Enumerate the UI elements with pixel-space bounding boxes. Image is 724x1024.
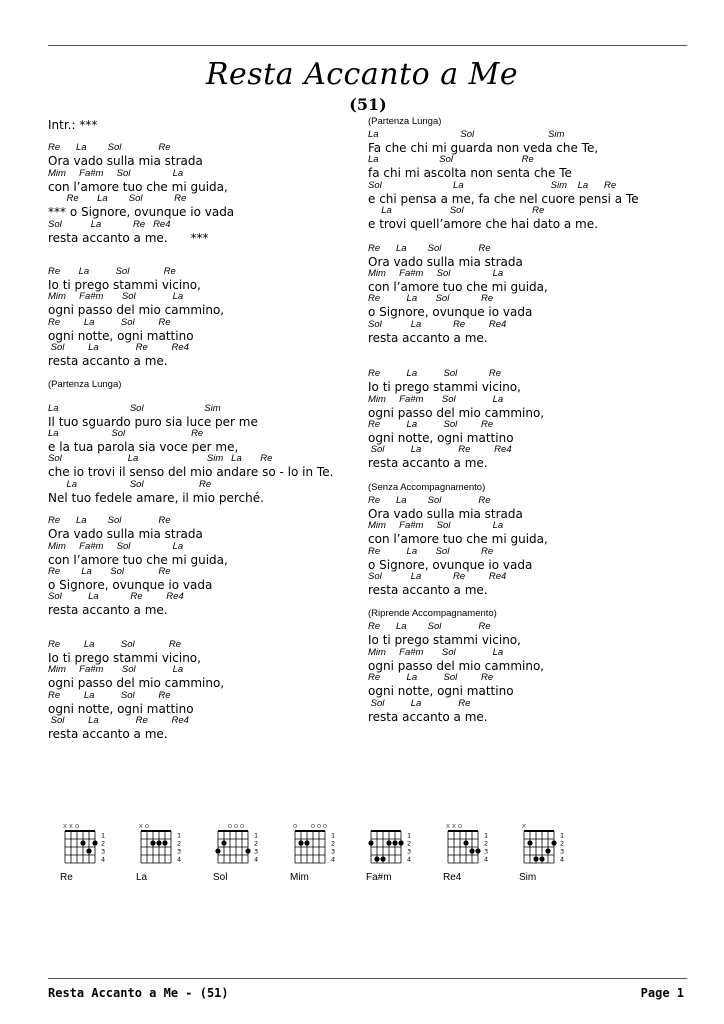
lyric-line: resta accanto a me. [48,727,168,741]
chord-line: La Sol Re [48,478,212,490]
open-string-mark: o [144,822,150,830]
fret-number: 4 [560,855,565,864]
open-string-mark: o [457,822,463,830]
chord-line: Mim Fa#m Sol La [48,540,184,552]
lyric-line: resta accanto a me. *** [48,230,209,245]
fret-number: 4 [331,855,336,864]
chord-line: Mim Fa#m Sol La [368,520,504,532]
chord-diagram-label: Re4 [443,872,462,883]
open-string-mark: o [227,822,233,830]
section-note: (Partenza Lunga) [368,116,442,127]
chord-diagram-re4 [443,820,493,883]
fret-number: 1 [560,831,565,840]
lyric-line: ogni notte, ogni mattino [48,328,194,343]
chord-diagram-label: Fa#m [366,872,392,883]
lyric-line: Io ti prego stammi vicino, [48,278,201,292]
chord-diagram-label: La [136,872,148,883]
open-string-mark: o [74,822,80,830]
lyric-line: resta accanto a me. [48,354,168,369]
chord-diagram-label: Re [60,872,73,883]
chord-line: Re La Sol Re [48,266,176,277]
lyric-line: o Signore, ovunque io vada [48,578,213,592]
lyric-line: Io ti prego stammi vicino, [48,650,201,665]
open-string-mark: o [322,822,328,830]
finger-dot [533,856,538,861]
fret-number: 4 [177,855,182,864]
fret-number: 4 [254,855,259,864]
fret-number: 1 [331,831,336,840]
chord-line: Re La Sol Re [48,566,171,577]
song-number: (51) [349,95,387,114]
chord-line: Re La Sol Re [368,621,491,633]
chord-line: Sol La Re Re4 [48,715,189,726]
fretboard-grid [60,820,110,872]
chord-line: Mim Fa#m Sol La [368,393,504,405]
finger-dot [245,848,250,853]
finger-dot [386,840,391,845]
fret-number: 3 [407,847,412,856]
fret-number: 3 [560,847,565,856]
finger-dot [368,840,373,845]
fret-number: 3 [484,847,489,856]
finger-dot [298,840,303,845]
finger-dot [80,840,85,845]
finger-dot [304,840,309,845]
chord-line: Mim Fa#m Sol La [368,646,504,658]
finger-dot [392,840,397,845]
chord-line: Re La Sol Re [368,545,494,557]
lyric-line: che io trovi il senso del mio andare so - lo in Te. [48,465,334,480]
chord-line: Re La Sol Re [48,689,171,701]
finger-dot [374,856,379,861]
chord-line: Mim Fa#m Sol La [48,291,184,303]
chord-line: Re La Sol Re [368,293,494,305]
chord-line: Sol La Re [368,697,471,709]
chord-line: La Sol Re [368,154,534,166]
finger-dot [86,848,91,853]
muted-string-mark: x [68,822,74,830]
chord-line: Re La Sol Re [368,419,494,430]
finger-dot [469,848,474,853]
chord-diagram-la [136,820,186,883]
muted-string-mark: x [445,822,451,830]
section-note: (Riprende Accompagnamento) [368,608,497,620]
fretboard-grid [136,820,186,872]
fretboard-grid [519,820,569,872]
chord-line: Re La Sol Re [368,494,491,506]
finger-dot [380,856,385,861]
lyric-line: Io ti prego stammi vicino, [368,633,521,648]
lyric-line: *** o Signore, ovunque io vada [48,205,235,220]
lyric-line: resta accanto a me. [368,583,488,597]
chord-line: Sol La Re Re4 [48,342,189,354]
finger-dot [215,848,220,853]
chord-line: Re La Sol Re [48,193,187,205]
song-title: Resta Accanto a Me [205,57,519,92]
lyric-line: Il tuo sguardo puro sia luce per me [48,414,258,429]
lyric-line: o Signore, ovunque io vada [368,305,533,320]
chord-line: Mim Fa#m Sol La [48,167,184,179]
finger-dot [156,840,161,845]
lyric-line: Fa che chi mi guarda non veda che Te, [368,141,599,155]
lyric-line: Intr.: *** [48,118,98,132]
lyric-line: fa chi mi ascolta non senta che Te [368,166,572,181]
lyric-line: ogni notte, ogni mattino [368,431,514,445]
chord-diagram-label: Sim [519,872,537,883]
chord-line: Mim Fa#m Sol La [48,664,184,676]
lyric-line: ogni notte, ogni mattino [368,684,514,699]
fret-number: 3 [331,847,336,856]
chord-diagram-fa-sharpm [366,820,416,883]
open-string-mark: o [239,822,245,830]
finger-dot [221,840,226,845]
chord-line: Re La Sol Re [48,142,171,154]
fret-number: 2 [484,839,489,848]
lyric-line: Ora vado sulla mia strada [48,154,203,169]
chord-line: Re La Sol Re [368,672,494,684]
fret-number: 2 [177,839,182,848]
finger-dot [475,848,480,853]
finger-dot [463,840,468,845]
open-string-mark: o [292,822,298,830]
lyric-line: o Signore, ovunque io vada [368,557,533,572]
fret-number: 4 [101,855,106,864]
chord-line: La Sol Re [48,428,204,439]
fret-number: 1 [484,831,489,840]
top-rule [48,45,687,46]
finger-dot [539,856,544,861]
section-note: (Senza Accompagnamento) [368,481,486,493]
bottom-rule [48,978,687,979]
finger-dot [92,840,97,845]
footer-page-number: Page 1 [640,986,684,1000]
fretboard-grid [443,820,493,872]
chord-line: Sol La Re Re4 [48,591,184,603]
fret-number: 4 [407,855,412,864]
chord-line: La Sol Sim [368,129,565,140]
fret-number: 1 [101,831,106,840]
lyric-line: resta accanto a me. [368,456,488,471]
fret-number: 3 [177,847,182,856]
fret-number: 4 [484,855,489,864]
fret-number: 2 [254,839,259,848]
lyric-line: ogni passo del mio cammino, [48,303,225,318]
lyric-line: con l’amore tuo che mi guida, [48,552,228,567]
lyric-line: con l’amore tuo che mi guida, [368,280,548,294]
lyric-line: Ora vado sulla mia strada [368,254,523,269]
chord-diagram-sim [519,820,569,883]
open-string-mark: o [233,822,239,830]
section-note: (Partenza Lunga) [48,378,122,390]
lyric-line: Io ti prego stammi vicino, [368,380,521,395]
fret-number: 1 [177,831,182,840]
lyric-line: ogni notte, ogni mattino [48,701,194,716]
lyric-line: Ora vado sulla mia strada [368,506,523,521]
finger-dot [545,848,550,853]
lyric-line: ogni passo del mio cammino, [368,658,545,673]
lyric-line: ogni passo del mio cammino, [368,405,545,420]
lyric-line: Nel tuo fedele amare, il mio perché. [48,490,264,505]
lyric-line: resta accanto a me. [368,709,488,724]
fretboard-grid [213,820,263,872]
muted-string-mark: x [138,822,144,830]
chord-line: Sol La Sim La Re [48,453,273,465]
chord-diagram-re [60,820,110,883]
fret-number: 2 [101,839,106,848]
footer-song-title: Resta Accanto a Me - (51) [48,986,229,1000]
lyric-line: resta accanto a me. [368,330,488,345]
chord-line: Re La Sol Re [48,316,171,328]
muted-string-mark: x [451,822,457,830]
fret-number: 2 [560,839,565,848]
finger-dot [162,840,167,845]
finger-dot [551,840,556,845]
chord-line: Sol La Re Re4 [368,318,507,330]
chord-line: Mim Fa#m Sol La [368,268,504,279]
fret-number: 2 [331,839,336,848]
lyric-line: Ora vado sulla mia strada [48,527,203,542]
open-string-mark: o [310,822,316,830]
chord-diagram-label: Sol [213,872,228,883]
fret-number: 1 [254,831,259,840]
chord-line: Re La Sol Re [368,368,502,380]
chord-line: Re La Sol Re [48,515,171,527]
fret-number: 3 [101,847,106,856]
fretboard-grid [366,820,416,872]
chord-line: La Sol Re [368,205,545,217]
lyric-line: con l’amore tuo che mi guida, [368,532,548,547]
lyric-line: resta accanto a me. [48,603,168,618]
lyric-line: ogni passo del mio cammino, [48,676,225,691]
lyric-line: e chi pensa a me, fa che nel cuore pensi a Te [368,191,639,206]
lyric-line: e la tua parola sia voce per me, [48,440,239,454]
lyric-line: e trovi quell’amore che hai dato a me. [368,217,598,232]
finger-dot [398,840,403,845]
muted-string-mark: x [62,822,68,830]
lyric-line: con l’amore tuo che mi guida, [48,179,228,194]
fret-number: 2 [407,839,412,848]
chord-line: Re La Sol Re [368,242,491,254]
chord-diagram-mim [290,820,340,883]
muted-string-mark: x [521,822,527,830]
finger-dot [150,840,155,845]
fretboard-grid [290,820,340,872]
fret-number: 1 [407,831,412,840]
chord-line: Sol La Re Re4 [368,571,507,582]
chord-line: Sol La Re Re4 [368,444,512,456]
chord-line: Re La Sol Re [48,638,182,650]
chord-diagram-sol [213,820,263,883]
chord-line: La Sol Sim [48,402,221,414]
fret-number: 3 [254,847,259,856]
chord-line: Sol La Re Re4 [48,218,171,230]
finger-dot [527,840,532,845]
open-string-mark: o [316,822,322,830]
chord-diagram-label: Mim [290,872,309,883]
chord-line: Sol La Sim La Re [368,179,617,191]
